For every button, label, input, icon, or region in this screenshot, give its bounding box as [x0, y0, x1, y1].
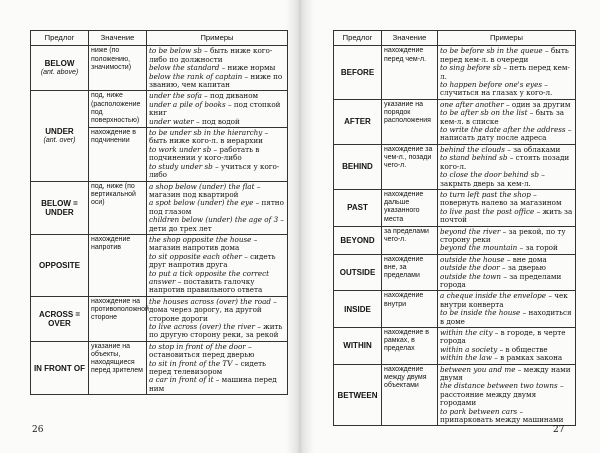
table-row: [31, 46, 288, 91]
antonym-label: (ant. over): [43, 136, 76, 144]
example: below the rank of captain – ниже по званию, чем капитан: [149, 71, 283, 90]
example: the distance between two towns – расстояние между двумя городами: [440, 381, 564, 408]
table-row: [334, 46, 576, 99]
example: between you and me – между нами двумя: [440, 364, 571, 383]
meaning-cell: нахождение за чем-л., позади чего-л.: [382, 144, 438, 189]
table-row: [334, 328, 576, 365]
meaning-cell: нахождение на противоположной стороне: [89, 296, 147, 341]
preposition-cell: IN FRONT OF: [31, 341, 89, 394]
table-row: [334, 254, 576, 291]
example: to be below sb – быть ниже кого-либо по должности: [149, 46, 273, 64]
meaning-cell: за пределами чего-л.: [382, 226, 438, 254]
example: outside the town – за пределами города: [440, 271, 562, 289]
meaning-cell: под, ниже (по вертикальной оси): [89, 181, 147, 234]
example: to turn left past the shop – повернуть налево за магазином: [440, 189, 562, 208]
examples-cell: [438, 189, 576, 226]
meaning-cell: указание на порядок расположения: [382, 99, 438, 144]
preposition-label: UNDER: [45, 126, 74, 136]
example: one after another – один за другим: [440, 99, 571, 109]
table-row: [31, 296, 288, 341]
antonym-label: (ant. above): [40, 69, 79, 77]
examples-cell: [438, 226, 576, 254]
example: under the sofa – под диваном: [149, 91, 259, 101]
preposition-cell: ACROSS = OVER: [31, 296, 89, 341]
examples-cell: [438, 144, 576, 189]
table-row: [334, 364, 576, 426]
examples-cell: [438, 364, 576, 426]
examples-cell: [147, 46, 288, 91]
examples-cell: [147, 128, 288, 181]
example: to sit in front of the TV – сидеть перед телевизором: [149, 358, 266, 377]
page-number-right: 27: [553, 425, 565, 435]
preposition-cell: [31, 91, 89, 181]
example: to park between cars – припарковать между машинами: [440, 406, 564, 425]
example: to put a tick opposite the correct answer – поставить галочку напротив правильного ответа: [149, 268, 270, 295]
right-prepositions-table: [333, 30, 576, 426]
meaning-cell: нахождение между двумя объектами: [382, 364, 438, 426]
preposition-cell: INSIDE: [334, 291, 382, 328]
meaning-cell: нахождение напротив: [89, 234, 147, 296]
preposition-cell: BETWEEN: [334, 364, 382, 426]
example: the shop opposite the house – магазин напротив дома: [149, 234, 258, 253]
example: to live across (over) the river – жить по другую сторону реки, за рекой: [149, 322, 283, 340]
examples-cell: [438, 46, 576, 99]
example: to be after sb on the list – быть за кем-л. в списке: [440, 108, 565, 126]
preposition-cell: AFTER: [334, 99, 382, 144]
example: beyond the river – за рекой, по ту сторону реки: [440, 226, 566, 244]
example: to be before sb in the queue – быть перед кем-л. в очереди: [440, 46, 569, 64]
book-gutter: [286, 0, 314, 453]
example: a spot below (under) the eye – пятно под глазом: [149, 198, 284, 216]
table-header-row: [31, 31, 288, 46]
meaning-cell: нахождение вне, за пределами: [382, 254, 438, 291]
table-row: [31, 234, 288, 296]
example: to study under sb – учиться у кого-либо: [149, 161, 280, 180]
header-meaning: Значение: [382, 31, 438, 46]
preposition-cell: OPPOSITE: [31, 234, 89, 296]
examples-cell: [147, 296, 288, 341]
header-examples: Примеры: [438, 31, 576, 46]
meaning-cell: ниже (по положению, значимости): [89, 46, 147, 91]
page-number-left: 26: [32, 425, 44, 435]
header-meaning: Значение: [89, 31, 147, 46]
example: within the city – в городе, в черте города: [440, 328, 566, 346]
example: the houses across (over) the road – дома через дорогу, на другой стороне дороги: [149, 296, 277, 323]
example: a car in front of it – машина перед ним: [149, 375, 277, 393]
table-row: [31, 91, 288, 128]
example: outside the house – вне дома: [440, 254, 547, 264]
table-row: [334, 189, 576, 226]
left-prepositions-table: [30, 30, 288, 395]
header-preposition: Предлог: [31, 31, 89, 46]
example: a cheque inside the envelope – чек внутри конверта: [440, 291, 568, 309]
preposition-cell: OUTSIDE: [334, 254, 382, 291]
preposition-cell: WITHIN: [334, 328, 382, 365]
example: outside the door – за дверью: [440, 263, 546, 273]
example: behind the clouds – за облаками: [440, 144, 561, 154]
examples-cell: [438, 254, 576, 291]
example: to sing before sb – петь перед кем-л.: [440, 63, 570, 81]
meaning-cell: нахождение в рамках, в пределах: [382, 328, 438, 365]
example: within the law – в рамках закона: [440, 353, 563, 363]
table-header-row: [334, 31, 576, 46]
meaning-cell: нахождение внутри: [382, 291, 438, 328]
table-row: [334, 226, 576, 254]
preposition-label: BELOW: [44, 59, 75, 69]
table-row: [334, 144, 576, 189]
examples-cell: [438, 99, 576, 144]
meaning-cell: указание на объекты, находящиеся перед зрителем: [89, 341, 147, 394]
meaning-cell: нахождение в подчинении: [89, 128, 147, 181]
table-row: [334, 99, 576, 144]
meaning-cell: нахождение дальше указанного места: [382, 189, 438, 226]
example: beyond the mountain – за горой: [440, 243, 558, 253]
example: to be under sb in the hierarchy – быть ниже кого-л. в иерархии: [149, 128, 269, 146]
example: children below (under) the age of 3 – дети до трех лет: [149, 215, 285, 233]
example: under a pile of books – под стопкой книг: [149, 99, 281, 118]
example: under water – под водой: [149, 116, 240, 126]
example: to sit opposite each other – сидеть друг напротив друга: [149, 251, 276, 270]
table-row: [334, 291, 576, 328]
examples-cell: [147, 91, 288, 128]
examples-cell: [147, 181, 288, 234]
preposition-cell: BEFORE: [334, 46, 382, 99]
meaning-cell: под, ниже (расположение под поверхностью): [89, 91, 147, 128]
example: to work under sb – работать в подчинении у кого-либо: [149, 144, 260, 163]
examples-cell: [438, 328, 576, 365]
examples-cell: [438, 291, 576, 328]
preposition-cell: BELOW = UNDER: [31, 181, 89, 234]
example: to stand behind sb – стоять позади кого-л.: [440, 153, 570, 171]
preposition-cell: [31, 46, 89, 91]
preposition-cell: PAST: [334, 189, 382, 226]
preposition-cell: BEHIND: [334, 144, 382, 189]
example: within a society – в обществе: [440, 344, 548, 354]
preposition-cell: BEYOND: [334, 226, 382, 254]
header-examples: Примеры: [147, 31, 288, 46]
meaning-cell: нахождение перед чем-л.: [382, 46, 438, 99]
example: to write the date after the address – написать дату после адреса: [440, 125, 572, 143]
table-row: [31, 341, 288, 394]
example: to happen before one's eyes – случиться на глазах у кого-л.: [440, 80, 553, 98]
example: to be inside the house – находиться в доме: [440, 308, 572, 326]
example: to close the door behind sb – закрыть дверь за кем-л.: [440, 170, 545, 188]
table-row: [31, 181, 288, 234]
header-preposition: Предлог: [334, 31, 382, 46]
right-page: [333, 30, 576, 426]
examples-cell: [147, 234, 288, 296]
example: to live past the post office – жить за почтой: [440, 206, 573, 225]
example: to stop in front of the door – остановиться перед дверью: [149, 341, 255, 360]
examples-cell: [147, 341, 288, 394]
example: a shop below (under) the flat – магазин под квартирой: [149, 181, 261, 199]
left-page: [30, 30, 288, 395]
example: below the standard – ниже нормы: [149, 63, 276, 73]
